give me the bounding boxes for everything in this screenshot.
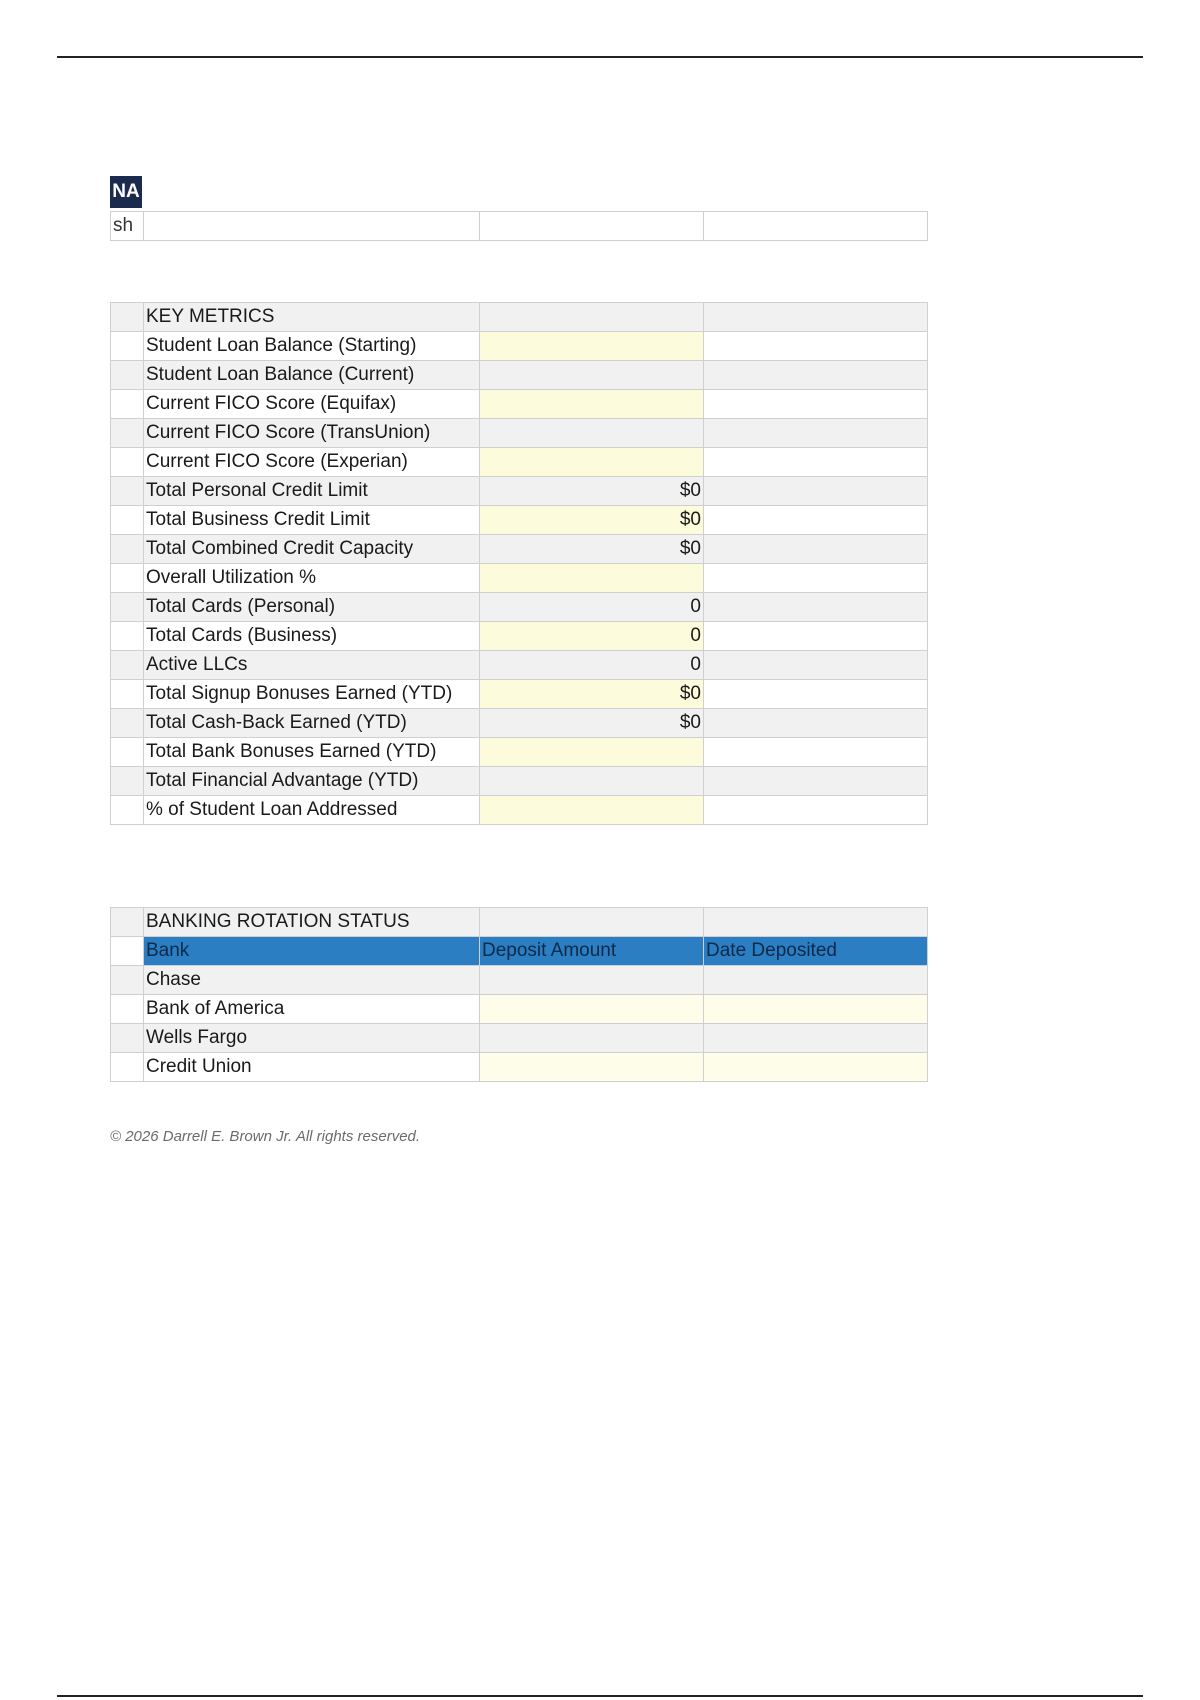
empty-cell: [704, 908, 928, 937]
row-gutter: [111, 390, 144, 419]
metric-row: [111, 796, 928, 825]
date-deposited-cell[interactable]: [704, 1053, 928, 1082]
metric-row: [111, 332, 928, 361]
deposit-amount-cell[interactable]: [480, 966, 704, 995]
row-gutter: [111, 767, 144, 796]
name-badge: [110, 176, 142, 208]
metric-notes-cell[interactable]: [704, 796, 928, 825]
bank-row: [111, 1024, 928, 1053]
column-header-date-deposited: Date Deposited: [704, 937, 928, 966]
metric-notes-cell[interactable]: [704, 535, 928, 564]
metric-row: [111, 651, 928, 680]
row-gutter: [111, 1053, 144, 1082]
metric-notes-cell[interactable]: [704, 361, 928, 390]
key-metrics-table: [110, 302, 928, 825]
row-gutter: [111, 332, 144, 361]
row-gutter: [111, 361, 144, 390]
metric-notes-cell[interactable]: [704, 506, 928, 535]
row-gutter: [111, 796, 144, 825]
row-gutter: [111, 738, 144, 767]
metric-value-cell[interactable]: [480, 419, 704, 448]
metric-row: [111, 738, 928, 767]
metric-value-cell[interactable]: [480, 564, 704, 593]
bank-row: [111, 1053, 928, 1082]
metric-row: [111, 361, 928, 390]
metric-value-cell[interactable]: [480, 390, 704, 419]
metric-value-cell[interactable]: 0: [480, 651, 704, 680]
metric-row: [111, 390, 928, 419]
metric-label: Current FICO Score (Equifax): [144, 390, 480, 419]
row-gutter: [111, 908, 144, 937]
metric-label: Total Personal Credit Limit: [144, 477, 480, 506]
metric-notes-cell[interactable]: [704, 593, 928, 622]
column-header-deposit-amount: Deposit Amount: [480, 937, 704, 966]
key-metrics-title: KEY METRICS: [144, 303, 480, 332]
metric-row: [111, 448, 928, 477]
metric-row: [111, 564, 928, 593]
metric-notes-cell[interactable]: [704, 477, 928, 506]
name-cell-3[interactable]: [704, 212, 928, 241]
row-gutter: [111, 303, 144, 332]
row-label-cell: sh: [111, 212, 144, 241]
metric-value-cell[interactable]: $0: [480, 477, 704, 506]
metric-row: [111, 419, 928, 448]
row-gutter: [111, 622, 144, 651]
name-cell[interactable]: [144, 212, 480, 241]
row-gutter: [111, 535, 144, 564]
metric-row: [111, 535, 928, 564]
copyright-notice: © 2026 Darrell E. Brown Jr. All rights reserved.: [110, 1128, 421, 1145]
metric-value-cell[interactable]: [480, 767, 704, 796]
bank-row: [111, 966, 928, 995]
metric-label: Total Signup Bonuses Earned (YTD): [144, 680, 480, 709]
empty-cell: [480, 303, 704, 332]
metric-label: Total Combined Credit Capacity: [144, 535, 480, 564]
row-gutter: [111, 995, 144, 1024]
bank-name: Credit Union: [144, 1053, 480, 1082]
date-deposited-cell[interactable]: [704, 966, 928, 995]
row-gutter: [111, 419, 144, 448]
row-gutter: [111, 506, 144, 535]
row-gutter: [111, 680, 144, 709]
metric-value-cell[interactable]: $0: [480, 535, 704, 564]
banking-rotation-table: [110, 907, 928, 1082]
row-gutter: [111, 651, 144, 680]
column-header-bank: Bank: [144, 937, 480, 966]
name-badge-text: NA: [112, 181, 140, 202]
metric-label: Total Cards (Business): [144, 622, 480, 651]
metric-value-cell[interactable]: [480, 738, 704, 767]
banking-title-row: [111, 908, 928, 937]
empty-cell: [704, 303, 928, 332]
metric-value-cell[interactable]: $0: [480, 506, 704, 535]
row-gutter: [111, 709, 144, 738]
name-cell-2[interactable]: [480, 212, 704, 241]
banking-title: BANKING ROTATION STATUS: [144, 908, 480, 937]
metric-row: [111, 622, 928, 651]
metric-label: Total Bank Bonuses Earned (YTD): [144, 738, 480, 767]
metric-notes-cell[interactable]: [704, 738, 928, 767]
metric-row: [111, 477, 928, 506]
row-gutter: [111, 937, 144, 966]
metric-notes-cell[interactable]: [704, 332, 928, 361]
metric-value-cell[interactable]: $0: [480, 680, 704, 709]
metric-row: [111, 709, 928, 738]
metric-notes-cell[interactable]: [704, 419, 928, 448]
metric-notes-cell[interactable]: [704, 680, 928, 709]
metric-label: Current FICO Score (TransUnion): [144, 419, 480, 448]
metric-notes-cell[interactable]: [704, 564, 928, 593]
row-gutter: [111, 966, 144, 995]
top-rule: [57, 56, 1143, 58]
deposit-amount-cell[interactable]: [480, 995, 704, 1024]
metric-value-cell[interactable]: [480, 448, 704, 477]
row-gutter: [111, 477, 144, 506]
bank-name: Bank of America: [144, 995, 480, 1024]
date-deposited-cell[interactable]: [704, 1024, 928, 1053]
metric-label: Student Loan Balance (Current): [144, 361, 480, 390]
metric-value-cell[interactable]: $0: [480, 709, 704, 738]
metric-label: Total Cash-Back Earned (YTD): [144, 709, 480, 738]
metric-value-cell[interactable]: [480, 361, 704, 390]
row-gutter: [111, 564, 144, 593]
metric-label: Student Loan Balance (Starting): [144, 332, 480, 361]
metric-notes-cell[interactable]: [704, 767, 928, 796]
metric-row: [111, 506, 928, 535]
key-metrics-title-row: [111, 303, 928, 332]
metric-label: Total Business Credit Limit: [144, 506, 480, 535]
deposit-amount-cell[interactable]: [480, 1024, 704, 1053]
bottom-rule: [57, 1695, 1143, 1697]
metric-label: Total Cards (Personal): [144, 593, 480, 622]
metric-value-cell[interactable]: [480, 332, 704, 361]
metric-label: Active LLCs: [144, 651, 480, 680]
metric-label: % of Student Loan Addressed: [144, 796, 480, 825]
bank-row: [111, 995, 928, 1024]
metric-label: Current FICO Score (Experian): [144, 448, 480, 477]
row-gutter: [111, 593, 144, 622]
bank-name: Wells Fargo: [144, 1024, 480, 1053]
metric-label: Overall Utilization %: [144, 564, 480, 593]
row-gutter: [111, 448, 144, 477]
metric-notes-cell[interactable]: [704, 709, 928, 738]
banking-header-row: [111, 937, 928, 966]
metric-value-cell[interactable]: 0: [480, 622, 704, 651]
metric-value-cell[interactable]: [480, 796, 704, 825]
metric-value-cell[interactable]: 0: [480, 593, 704, 622]
empty-cell: [480, 908, 704, 937]
bank-name: Chase: [144, 966, 480, 995]
metric-notes-cell[interactable]: [704, 651, 928, 680]
metric-label: Total Financial Advantage (YTD): [144, 767, 480, 796]
metric-row: [111, 680, 928, 709]
metric-notes-cell[interactable]: [704, 448, 928, 477]
metric-row: [111, 767, 928, 796]
metric-notes-cell[interactable]: [704, 390, 928, 419]
deposit-amount-cell[interactable]: [480, 1053, 704, 1082]
metric-row: [111, 593, 928, 622]
row-gutter: [111, 1024, 144, 1053]
date-deposited-cell[interactable]: [704, 995, 928, 1024]
metric-notes-cell[interactable]: [704, 622, 928, 651]
name-row-table: [110, 211, 928, 241]
